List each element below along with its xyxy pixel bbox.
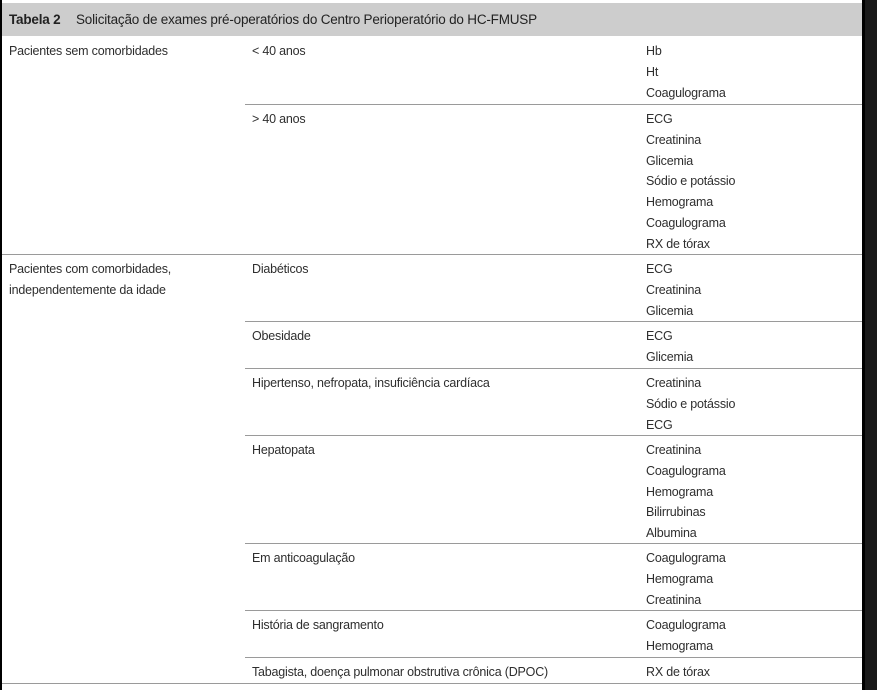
exam-item: Hb — [646, 44, 662, 58]
exam-list-hypertensive — [646, 373, 735, 435]
exam-item: Hemograma — [646, 195, 713, 210]
category-line: Pacientes com comorbidades, — [9, 262, 172, 276]
table-label: Tabela 2 — [9, 12, 61, 27]
exam-list-bleeding-history — [646, 615, 726, 657]
condition-hypertensive: Hipertenso, nefropata, insuficiência cardíaca — [252, 376, 490, 390]
exam-list-under-40 — [646, 41, 726, 103]
condition-bleeding-history: História de sangramento — [252, 618, 384, 632]
exam-item: Coagulograma — [646, 618, 726, 632]
condition-anticoagulation: Em anticoagulação — [252, 551, 355, 565]
group-divider — [2, 254, 862, 255]
condition-hepatopathy: Hepatopata — [252, 443, 315, 457]
exam-list-over-40 — [646, 109, 735, 255]
row-divider — [245, 321, 862, 322]
row-divider — [245, 104, 862, 105]
category-with-comorbidities — [9, 259, 171, 301]
exam-item: Creatinina — [646, 592, 701, 607]
row-divider — [245, 657, 862, 658]
condition-diabetics: Diabéticos — [252, 262, 309, 276]
exam-list-anticoagulation — [646, 548, 726, 610]
category-no-comorbidities: Pacientes sem comorbidades — [9, 44, 168, 58]
exam-list-hepatopathy — [646, 440, 726, 544]
condition-smoker-copd: Tabagista, doença pulmonar obstrutiva crônica (DPOC) — [252, 665, 548, 679]
exam-item: Creatinina — [646, 443, 701, 457]
exam-item: ECG — [646, 417, 673, 432]
exam-item: Hemograma — [646, 484, 713, 499]
exam-item: Hemograma — [646, 638, 713, 653]
row-divider — [245, 435, 862, 436]
window-edge — [865, 0, 877, 690]
exam-item: ECG — [646, 329, 673, 343]
exam-item: Coagulograma — [646, 85, 726, 100]
exam-item: Albumina — [646, 526, 697, 541]
row-divider — [245, 610, 862, 611]
table-caption — [2, 3, 862, 36]
exam-item: Hemograma — [646, 571, 713, 586]
exam-item: Creatinina — [646, 282, 701, 297]
exam-item: Glicemia — [646, 349, 694, 364]
exam-item: Sódio e potássio — [646, 174, 736, 189]
exam-item: Ht — [646, 64, 659, 79]
exam-item: ECG — [646, 112, 673, 126]
condition-obesity: Obesidade — [252, 329, 311, 343]
exam-item: Bilirrubinas — [646, 505, 706, 520]
exam-item: Sódio e potássio — [646, 396, 736, 411]
condition-over-40: > 40 anos — [252, 112, 306, 126]
exam-item: Creatinina — [646, 132, 701, 147]
exam-item: Glicemia — [646, 153, 694, 168]
exam-item: Glicemia — [646, 303, 694, 318]
exam-item: Creatinina — [646, 376, 701, 390]
exam-item: Coagulograma — [646, 463, 726, 478]
row-divider — [245, 543, 862, 544]
row-divider — [245, 368, 862, 369]
exam-item: Coagulograma — [646, 551, 726, 565]
exam-item: RX de tórax — [646, 236, 710, 251]
category-line: independentemente da idade — [9, 282, 166, 297]
exam-item: Coagulograma — [646, 215, 726, 230]
table-title: Solicitação de exames pré-operatórios do Centro Perioperatório do HC-FMUSP — [76, 12, 537, 27]
table-bottom-rule — [2, 683, 862, 684]
exam-item: ECG — [646, 262, 673, 276]
exam-list-diabetics — [646, 259, 701, 321]
document-page — [2, 0, 862, 690]
exam-list-obesity — [646, 326, 693, 368]
condition-under-40: < 40 anos — [252, 44, 306, 58]
exam-list-smoker-copd — [646, 662, 710, 683]
exam-item: RX de tórax — [646, 665, 710, 679]
